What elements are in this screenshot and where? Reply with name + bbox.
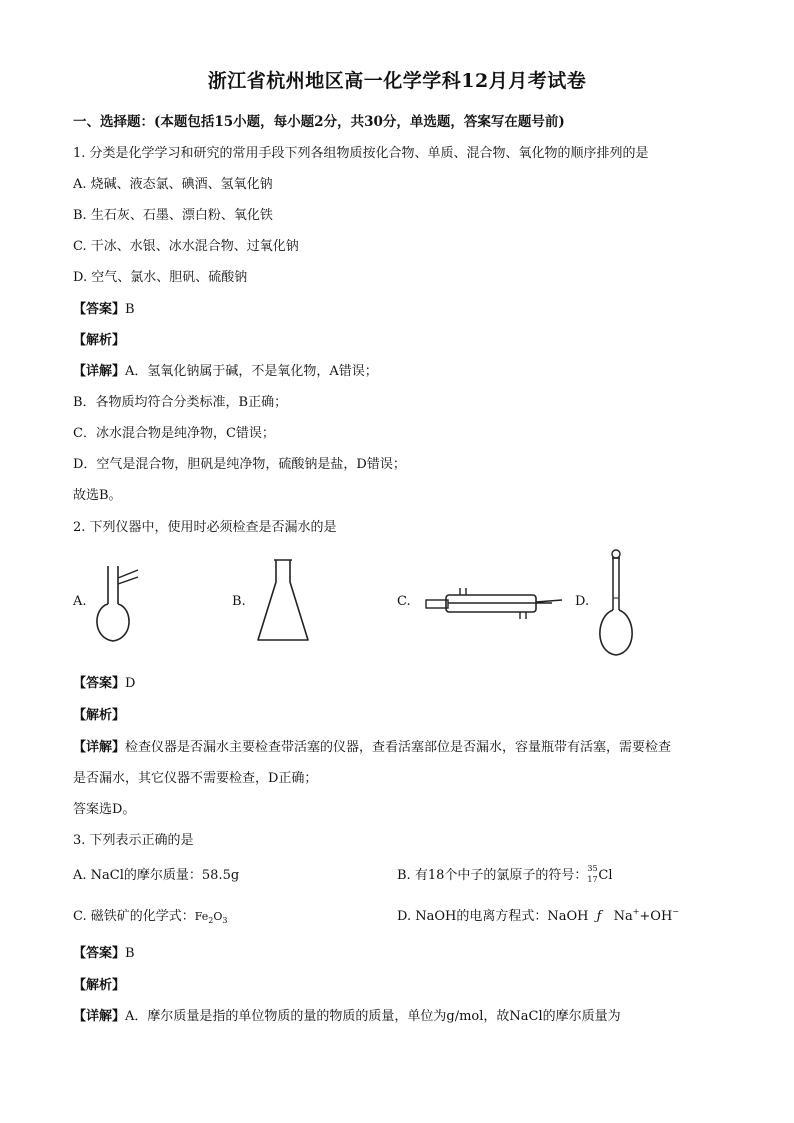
question-1-option-c: C. 干冰、水银、冰水混合物、过氧化钠: [73, 239, 299, 254]
question-2-label-b: B.: [232, 594, 246, 609]
mass-number: 35: [587, 863, 598, 873]
section-heading: 一、选择题：(本题包括15小题，每小题2分，共30分，单选题，答案写在题号前): [73, 114, 565, 130]
question-1-option-d: D. 空气、氯水、胆矾、硫酸钠: [73, 270, 248, 285]
formula-o: O: [213, 910, 223, 923]
atomic-number: 17: [587, 874, 598, 884]
conical-flask-icon: [255, 556, 315, 646]
formula-fe: Fe: [194, 910, 209, 923]
condenser-icon: [424, 586, 566, 622]
element-symbol: Cl: [598, 868, 613, 883]
detail-text: A．摩尔质量是指的单位物质的量的物质的质量，单位为g/mol，故NaCl的摩尔质量为: [125, 1009, 621, 1024]
ion-oh: +OH: [639, 909, 673, 924]
answer-value: B: [125, 302, 135, 317]
question-3-analysis-tag: 【解析】: [73, 978, 126, 993]
question-3-answer: [73, 942, 135, 961]
question-2-detail-a: [73, 736, 671, 755]
option-text: D. NaOH的电离方程式：NaOH: [397, 909, 589, 924]
detail-text: 检查仪器是否漏水主要检查带活塞的仪器，查看活塞部位是否漏水，容量瓶带有活塞，需要检查: [125, 740, 672, 755]
question-1-answer: [73, 298, 135, 317]
ion-charge-plus: +: [632, 907, 640, 916]
answer-value: B: [125, 946, 135, 961]
question-2-analysis-tag: 【解析】: [73, 708, 126, 723]
ion-charge-minus: −: [672, 907, 679, 916]
question-1-conclusion: 故选B。: [73, 488, 122, 503]
question-1-detail-d: D．空气是混合物，胆矾是纯净物，硫酸钠是盐，D错误；: [73, 457, 406, 472]
formula-sub-1: 2: [208, 916, 214, 925]
question-3-option-a: [73, 864, 239, 883]
volumetric-flask-icon: [592, 548, 642, 660]
option-text: B. 有18个中子的氯原子的符号：: [397, 868, 588, 883]
question-1-option-b: B. 生石灰、石墨、漂白粉、氧化铁: [73, 208, 273, 223]
question-2-answer: [73, 672, 135, 691]
question-3-option-c: [73, 905, 228, 924]
question-2-detail-b: 是否漏水，其它仪器不需要检查，D正确；: [73, 771, 318, 786]
detail-tag: 【详解】: [73, 740, 126, 755]
question-1-analysis-tag: 【解析】: [73, 333, 126, 348]
answer-tag: 【答案】: [73, 302, 126, 317]
question-1-stem: 1. 分类是化学学习和研究的常用手段下列各组物质按化合物、单质、混合物、氧化物的顺序排列的是: [73, 146, 649, 161]
option-text: A. NaCl的摩尔质量：: [73, 868, 202, 883]
answer-value: D: [125, 676, 136, 691]
question-2-label-d: D.: [575, 594, 590, 609]
formula-sub-2: 3: [222, 916, 228, 925]
question-1-option-a: A. 烧碱、液态氯、碘酒、氢氧化钠: [73, 177, 273, 192]
option-text: C. 磁铁矿的化学式：: [73, 909, 195, 924]
question-3-stem: 3. 下列表示正确的是: [73, 833, 194, 848]
question-1-detail-c: C．冰水混合物是纯净物，C错误；: [73, 426, 275, 441]
option-value: 58.5g: [201, 868, 240, 883]
question-1-detail-b: B．各物质均符合分类标准，B正确；: [73, 395, 288, 410]
isotope-notation: [587, 863, 598, 884]
question-3-option-b: [397, 864, 612, 884]
question-2-stem: 2. 下列仪器中，使用时必须检查是否漏水的是: [73, 520, 337, 535]
reversible-arrow: ƒ: [596, 909, 602, 924]
answer-tag: 【答案】: [73, 946, 126, 961]
detail-tag: 【详解】: [73, 364, 126, 379]
question-1-detail-a: [73, 360, 378, 379]
question-3-detail: [73, 1005, 621, 1024]
detail-tag: 【详解】: [73, 1009, 126, 1024]
ion-na: Na: [613, 909, 633, 924]
detail-text: A．氢氧化钠属于碱，不是氧化物，A错误；: [125, 364, 378, 379]
page-title: 浙江省杭州地区高一化学学科12月月考试卷: [207, 70, 587, 92]
distillation-flask-icon: [88, 560, 148, 650]
question-3-option-d: [397, 905, 679, 924]
answer-tag: 【答案】: [73, 676, 126, 691]
question-2-conclusion: 答案选D。: [73, 802, 136, 817]
question-2-label-a: A.: [73, 594, 87, 609]
question-2-label-c: C.: [397, 594, 411, 609]
